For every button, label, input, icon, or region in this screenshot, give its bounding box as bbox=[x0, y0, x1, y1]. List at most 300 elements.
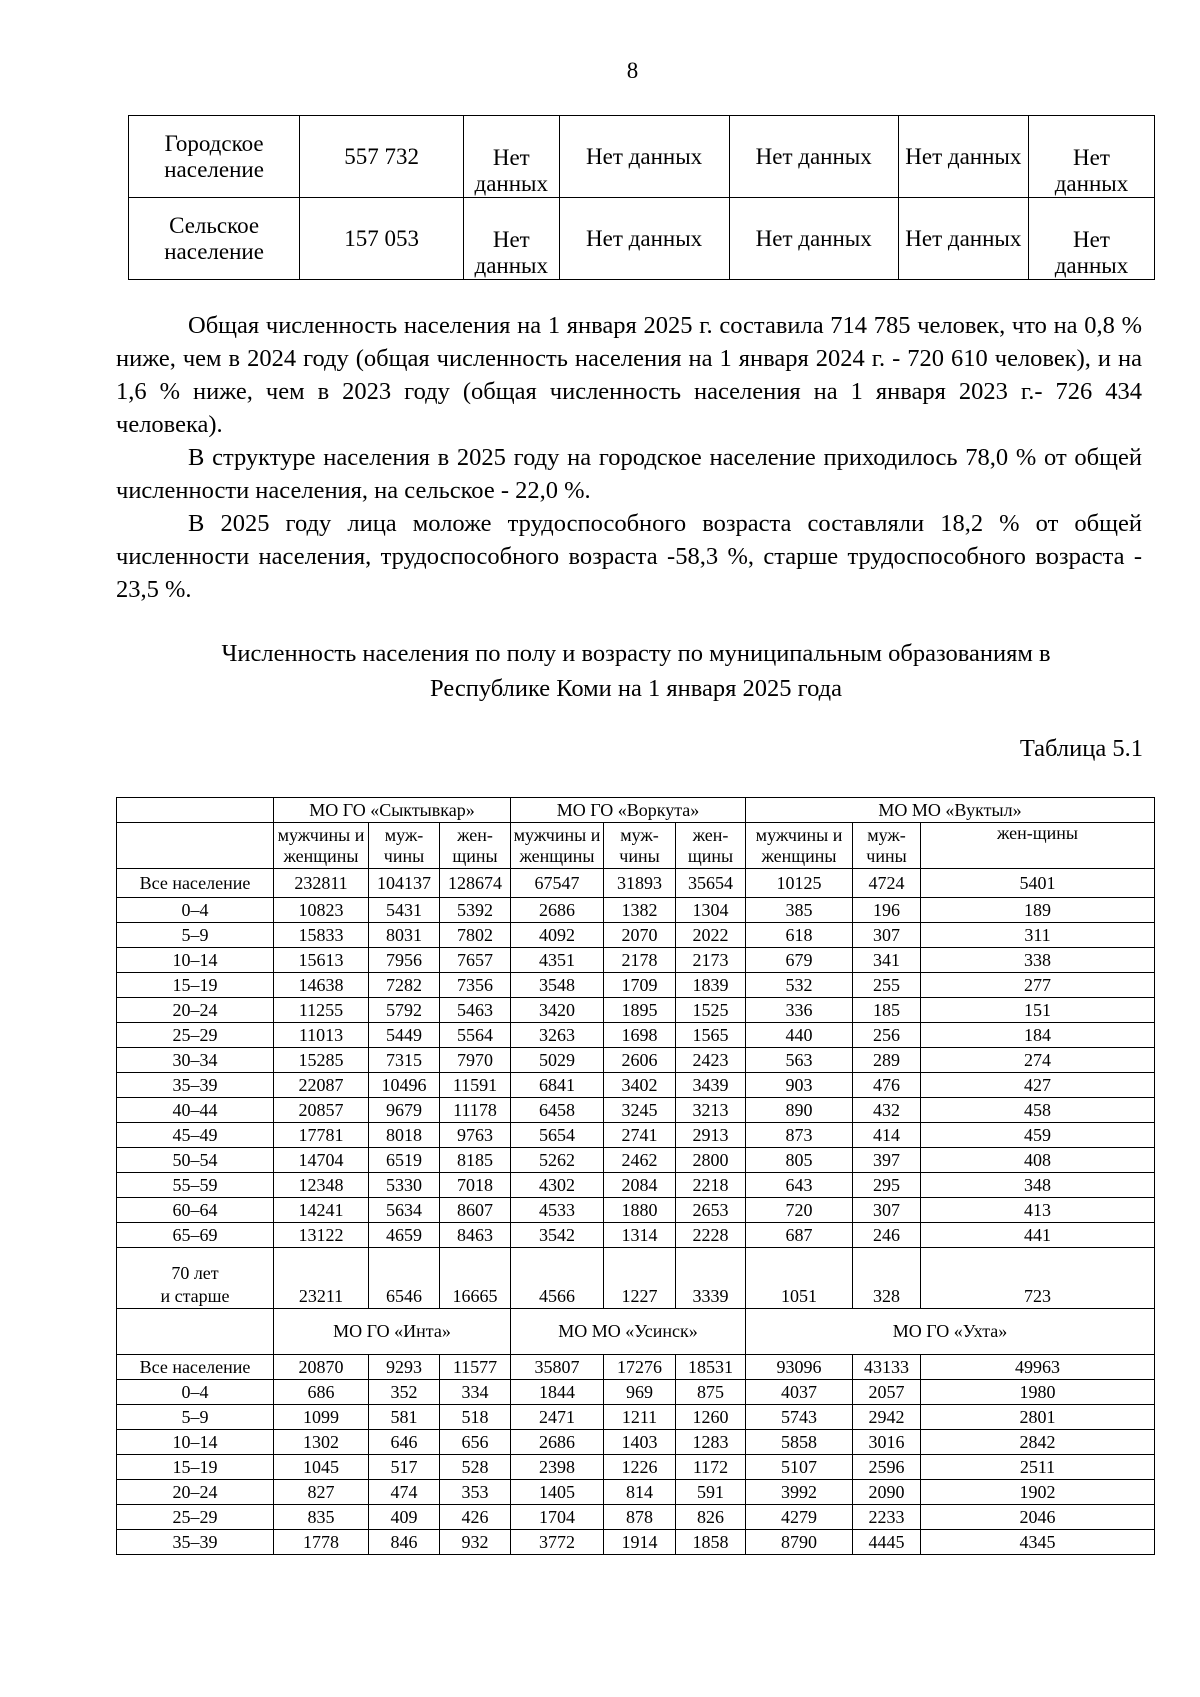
population-cell: 5463 bbox=[440, 998, 511, 1023]
population-cell: 518 bbox=[440, 1405, 511, 1430]
population-cell: 6546 bbox=[369, 1248, 440, 1309]
population-cell: 104137 bbox=[369, 869, 440, 898]
population-cell: 1565 bbox=[676, 1023, 746, 1048]
population-cell: 1382 bbox=[604, 898, 676, 923]
column-header-men: муж- чины bbox=[853, 823, 921, 869]
page-number: 8 bbox=[626, 58, 639, 83]
table-row bbox=[117, 923, 1155, 948]
population-cell: 8018 bbox=[369, 1123, 440, 1148]
population-cell: 13122 bbox=[274, 1223, 369, 1248]
population-cell: 805 bbox=[746, 1148, 853, 1173]
table-row bbox=[117, 998, 1155, 1023]
population-cell: 4037 bbox=[746, 1380, 853, 1405]
population-cell: 532 bbox=[746, 973, 853, 998]
population-cell: 408 bbox=[921, 1148, 1155, 1173]
column-header-both: мужчины и женщины bbox=[511, 823, 604, 869]
population-cell: 5107 bbox=[746, 1455, 853, 1480]
population-cell: 17276 bbox=[604, 1355, 676, 1380]
population-cell: 646 bbox=[369, 1430, 440, 1455]
population-cell: 2423 bbox=[676, 1048, 746, 1073]
population-cell: 3339 bbox=[676, 1248, 746, 1309]
population-cell: 3420 bbox=[511, 998, 604, 1023]
population-cell: 9679 bbox=[369, 1098, 440, 1123]
population-cell: 8031 bbox=[369, 923, 440, 948]
population-cell: 5262 bbox=[511, 1148, 604, 1173]
population-cell: 295 bbox=[853, 1173, 921, 1198]
population-cell: 6519 bbox=[369, 1148, 440, 1173]
population-cell: 2800 bbox=[676, 1148, 746, 1173]
population-cell: 35654 bbox=[676, 869, 746, 898]
population-cell: 11255 bbox=[274, 998, 369, 1023]
population-cell: 1778 bbox=[274, 1530, 369, 1555]
population-cell: 3263 bbox=[511, 1023, 604, 1048]
municipality-header: МО ГО «Инта» bbox=[274, 1309, 511, 1355]
population-cell: 31893 bbox=[604, 869, 676, 898]
population-cell: 409 bbox=[369, 1505, 440, 1530]
table-title: Численность населения по полу и возрасту по муниципальным образованиям в Республике Коми на 1 января 2025 года bbox=[221, 640, 1051, 702]
cell-no-data: Нет данных bbox=[1028, 198, 1154, 280]
population-cell: 1260 bbox=[676, 1405, 746, 1430]
population-cell: 432 bbox=[853, 1098, 921, 1123]
population-cell: 352 bbox=[369, 1380, 440, 1405]
population-cell: 334 bbox=[440, 1380, 511, 1405]
population-cell: 35807 bbox=[511, 1355, 604, 1380]
age-group-label: Все население bbox=[117, 1355, 274, 1380]
population-cell: 723 bbox=[921, 1248, 1155, 1309]
population-cell: 2228 bbox=[676, 1223, 746, 1248]
population-cell: 3439 bbox=[676, 1073, 746, 1098]
column-header-women: жен- щины bbox=[440, 823, 511, 869]
population-cell: 8607 bbox=[440, 1198, 511, 1223]
table-row bbox=[117, 1530, 1155, 1555]
population-cell: 67547 bbox=[511, 869, 604, 898]
population-cell: 1172 bbox=[676, 1455, 746, 1480]
age-group-label: 55–59 bbox=[117, 1173, 274, 1198]
population-cell: 307 bbox=[853, 923, 921, 948]
population-cell: 5029 bbox=[511, 1048, 604, 1073]
age-group-label: 20–24 bbox=[117, 1480, 274, 1505]
population-cell: 189 bbox=[921, 898, 1155, 923]
population-cell: 1880 bbox=[604, 1198, 676, 1223]
population-cell: 43133 bbox=[853, 1355, 921, 1380]
population-cell: 4302 bbox=[511, 1173, 604, 1198]
population-cell: 9293 bbox=[369, 1355, 440, 1380]
table-row bbox=[117, 898, 1155, 923]
population-cell: 618 bbox=[746, 923, 853, 948]
population-cell: 1914 bbox=[604, 1530, 676, 1555]
population-cell: 353 bbox=[440, 1480, 511, 1505]
population-cell: 656 bbox=[440, 1430, 511, 1455]
table-row bbox=[117, 1023, 1155, 1048]
population-cell: 246 bbox=[853, 1223, 921, 1248]
table-row bbox=[117, 1380, 1155, 1405]
population-cell: 2511 bbox=[921, 1455, 1155, 1480]
population-cell: 11013 bbox=[274, 1023, 369, 1048]
population-cell: 15833 bbox=[274, 923, 369, 948]
population-cell: 49963 bbox=[921, 1355, 1155, 1380]
municipality-header: МО ГО «Ухта» bbox=[746, 1309, 1155, 1355]
population-cell: 932 bbox=[440, 1530, 511, 1555]
population-cell: 563 bbox=[746, 1048, 853, 1073]
population-cell: 2084 bbox=[604, 1173, 676, 1198]
population-cell: 2686 bbox=[511, 898, 604, 923]
population-cell: 440 bbox=[746, 1023, 853, 1048]
population-cell: 1051 bbox=[746, 1248, 853, 1309]
group-header-row bbox=[117, 1309, 1155, 1355]
population-cell: 474 bbox=[369, 1480, 440, 1505]
table-row bbox=[117, 973, 1155, 998]
population-cell: 5564 bbox=[440, 1023, 511, 1048]
row-label: Городское население bbox=[129, 116, 300, 198]
population-cell: 5431 bbox=[369, 898, 440, 923]
cell-no-data: Нет данных bbox=[898, 116, 1028, 198]
population-cell: 2090 bbox=[853, 1480, 921, 1505]
population-cell: 5392 bbox=[440, 898, 511, 923]
table-row bbox=[117, 1505, 1155, 1530]
population-cell: 17781 bbox=[274, 1123, 369, 1148]
population-cell: 18531 bbox=[676, 1355, 746, 1380]
age-group-label: 30–34 bbox=[117, 1048, 274, 1073]
population-cell: 3992 bbox=[746, 1480, 853, 1505]
paragraph: В 2025 году лица моложе трудоспособного возраста составляли 18,2 % от общей численности населения, трудоспособного возраста -58,3 %, старше трудоспособного возраста - 23,5 %. bbox=[116, 510, 1142, 603]
age-group-label: 15–19 bbox=[117, 1455, 274, 1480]
age-group-label: 0–4 bbox=[117, 898, 274, 923]
population-cell: 11577 bbox=[440, 1355, 511, 1380]
population-cell: 3016 bbox=[853, 1430, 921, 1455]
population-cell: 7802 bbox=[440, 923, 511, 948]
municipality-header: МО МО «Вуктыл» bbox=[746, 798, 1155, 823]
table-row bbox=[117, 1223, 1155, 1248]
population-cell: 643 bbox=[746, 1173, 853, 1198]
population-cell: 3548 bbox=[511, 973, 604, 998]
population-cell: 878 bbox=[604, 1505, 676, 1530]
population-cell: 5743 bbox=[746, 1405, 853, 1430]
population-cell: 1099 bbox=[274, 1405, 369, 1430]
population-cell: 2233 bbox=[853, 1505, 921, 1530]
population-cell: 22087 bbox=[274, 1073, 369, 1098]
population-cell: 1045 bbox=[274, 1455, 369, 1480]
population-cell: 4566 bbox=[511, 1248, 604, 1309]
population-cell: 10823 bbox=[274, 898, 369, 923]
corner-cell bbox=[117, 823, 274, 869]
population-cell: 2471 bbox=[511, 1405, 604, 1430]
column-header-both: мужчины и женщины bbox=[746, 823, 853, 869]
table-row bbox=[117, 1480, 1155, 1505]
group-header-row bbox=[117, 798, 1155, 823]
column-header-women: жен- щины bbox=[676, 823, 746, 869]
population-cell: 289 bbox=[853, 1048, 921, 1073]
population-cell: 20857 bbox=[274, 1098, 369, 1123]
population-cell: 7356 bbox=[440, 973, 511, 998]
population-cell: 1283 bbox=[676, 1430, 746, 1455]
table-row bbox=[117, 1198, 1155, 1223]
population-cell: 2686 bbox=[511, 1430, 604, 1455]
column-header-both: мужчины и женщины bbox=[274, 823, 369, 869]
population-cell: 679 bbox=[746, 948, 853, 973]
population-cell: 1314 bbox=[604, 1223, 676, 1248]
population-cell: 15613 bbox=[274, 948, 369, 973]
age-group-label: 40–44 bbox=[117, 1098, 274, 1123]
population-cell: 1403 bbox=[604, 1430, 676, 1455]
population-cell: 14241 bbox=[274, 1198, 369, 1223]
age-group-label: 10–14 bbox=[117, 1430, 274, 1455]
population-cell: 2462 bbox=[604, 1148, 676, 1173]
population-cell: 2801 bbox=[921, 1405, 1155, 1430]
population-cell: 1980 bbox=[921, 1380, 1155, 1405]
population-cell: 4092 bbox=[511, 923, 604, 948]
population-cell: 2653 bbox=[676, 1198, 746, 1223]
population-cell: 1525 bbox=[676, 998, 746, 1023]
population-cell: 5858 bbox=[746, 1430, 853, 1455]
age-group-label: 60–64 bbox=[117, 1198, 274, 1223]
population-cell: 4533 bbox=[511, 1198, 604, 1223]
age-group-label: 65–69 bbox=[117, 1223, 274, 1248]
population-cell: 2913 bbox=[676, 1123, 746, 1148]
subheader-row bbox=[117, 823, 1155, 869]
population-cell: 7657 bbox=[440, 948, 511, 973]
population-cell: 458 bbox=[921, 1098, 1155, 1123]
population-cell: 2606 bbox=[604, 1048, 676, 1073]
population-cell: 7315 bbox=[369, 1048, 440, 1073]
table-row bbox=[117, 1430, 1155, 1455]
population-cell: 1895 bbox=[604, 998, 676, 1023]
population-cell: 348 bbox=[921, 1173, 1155, 1198]
population-cell: 459 bbox=[921, 1123, 1155, 1148]
table-row bbox=[117, 1073, 1155, 1098]
age-group-label: 25–29 bbox=[117, 1505, 274, 1530]
cell-value: 557 732 bbox=[300, 116, 464, 198]
row-label: Сельское население bbox=[129, 198, 300, 280]
age-group-label: 35–39 bbox=[117, 1530, 274, 1555]
population-cell: 93096 bbox=[746, 1355, 853, 1380]
population-cell: 336 bbox=[746, 998, 853, 1023]
table-row bbox=[117, 1173, 1155, 1198]
municipality-header: МО МО «Усинск» bbox=[511, 1309, 746, 1355]
body-text bbox=[116, 309, 1142, 606]
cell-no-data: Нет данных bbox=[463, 116, 559, 198]
population-cell: 1698 bbox=[604, 1023, 676, 1048]
age-group-label: Все население bbox=[117, 869, 274, 898]
column-header-men: муж- чины bbox=[369, 823, 440, 869]
cell-no-data: Нет данных bbox=[559, 198, 729, 280]
population-cell: 1304 bbox=[676, 898, 746, 923]
population-cell: 128674 bbox=[440, 869, 511, 898]
column-header-men: муж- чины bbox=[604, 823, 676, 869]
population-cell: 12348 bbox=[274, 1173, 369, 1198]
age-group-label: 20–24 bbox=[117, 998, 274, 1023]
population-cell: 3542 bbox=[511, 1223, 604, 1248]
population-cell: 1405 bbox=[511, 1480, 604, 1505]
population-cell: 2173 bbox=[676, 948, 746, 973]
age-group-label: 35–39 bbox=[117, 1073, 274, 1098]
population-cell: 826 bbox=[676, 1505, 746, 1530]
population-cell: 341 bbox=[853, 948, 921, 973]
municipality-header: МО ГО «Воркута» bbox=[511, 798, 746, 823]
summary-row-rural bbox=[129, 198, 1155, 280]
population-cell: 413 bbox=[921, 1198, 1155, 1223]
population-cell: 5449 bbox=[369, 1023, 440, 1048]
population-cell: 1839 bbox=[676, 973, 746, 998]
table-row bbox=[117, 1048, 1155, 1073]
summary-row-urban bbox=[129, 116, 1155, 198]
population-cell: 3772 bbox=[511, 1530, 604, 1555]
population-cell: 835 bbox=[274, 1505, 369, 1530]
cell-no-data: Нет данных bbox=[1028, 116, 1154, 198]
summary-table bbox=[128, 115, 1155, 280]
population-cell: 581 bbox=[369, 1405, 440, 1430]
column-header-women: жен-щины bbox=[921, 823, 1155, 869]
population-cell: 23211 bbox=[274, 1248, 369, 1309]
population-cell: 20870 bbox=[274, 1355, 369, 1380]
population-cell: 687 bbox=[746, 1223, 853, 1248]
population-cell: 2178 bbox=[604, 948, 676, 973]
age-group-label: 0–4 bbox=[117, 1380, 274, 1405]
population-cell: 686 bbox=[274, 1380, 369, 1405]
population-cell: 2596 bbox=[853, 1455, 921, 1480]
age-group-label: 70 лет и старше bbox=[117, 1248, 274, 1309]
population-cell: 3402 bbox=[604, 1073, 676, 1098]
population-cell: 4351 bbox=[511, 948, 604, 973]
population-cell: 9763 bbox=[440, 1123, 511, 1148]
population-cell: 720 bbox=[746, 1198, 853, 1223]
population-table bbox=[116, 797, 1155, 1555]
cell-value: 157 053 bbox=[300, 198, 464, 280]
age-group-label: 50–54 bbox=[117, 1148, 274, 1173]
population-cell: 5654 bbox=[511, 1123, 604, 1148]
population-cell: 1211 bbox=[604, 1405, 676, 1430]
population-cell: 873 bbox=[746, 1123, 853, 1148]
population-cell: 2046 bbox=[921, 1505, 1155, 1530]
population-cell: 14704 bbox=[274, 1148, 369, 1173]
population-cell: 517 bbox=[369, 1455, 440, 1480]
population-cell: 11591 bbox=[440, 1073, 511, 1098]
age-group-label: 45–49 bbox=[117, 1123, 274, 1148]
population-cell: 4724 bbox=[853, 869, 921, 898]
population-cell: 1302 bbox=[274, 1430, 369, 1455]
municipality-header: МО ГО «Сыктывкар» bbox=[274, 798, 511, 823]
corner-cell bbox=[117, 798, 274, 823]
population-cell: 903 bbox=[746, 1073, 853, 1098]
age-group-label: 10–14 bbox=[117, 948, 274, 973]
population-cell: 5792 bbox=[369, 998, 440, 1023]
population-cell: 875 bbox=[676, 1380, 746, 1405]
population-cell: 10125 bbox=[746, 869, 853, 898]
population-cell: 7970 bbox=[440, 1048, 511, 1073]
cell-no-data: Нет данных bbox=[559, 116, 729, 198]
cell-no-data: Нет данных bbox=[463, 198, 559, 280]
population-cell: 5634 bbox=[369, 1198, 440, 1223]
cell-no-data: Нет данных bbox=[729, 116, 898, 198]
population-cell: 426 bbox=[440, 1505, 511, 1530]
population-cell: 6841 bbox=[511, 1073, 604, 1098]
paragraph: Общая численность населения на 1 января 2025 г. составила 714 785 человек, что на 0,8 % ниже, чем в 2024 году (общая численность населения на 1 января 2024 г. - 720 610 человек), и на 1,6 % ниже, чем в 2023 году (общая численность населения на 1 января 2023 г.- 726 434 человека). bbox=[116, 312, 1142, 438]
population-cell: 2398 bbox=[511, 1455, 604, 1480]
age-group-label: 5–9 bbox=[117, 923, 274, 948]
population-cell: 151 bbox=[921, 998, 1155, 1023]
population-cell: 184 bbox=[921, 1023, 1155, 1048]
population-cell: 528 bbox=[440, 1455, 511, 1480]
population-cell: 196 bbox=[853, 898, 921, 923]
population-cell: 328 bbox=[853, 1248, 921, 1309]
population-cell: 11178 bbox=[440, 1098, 511, 1123]
population-cell: 3245 bbox=[604, 1098, 676, 1123]
population-cell: 4445 bbox=[853, 1530, 921, 1555]
cell-no-data: Нет данных bbox=[729, 198, 898, 280]
population-cell: 185 bbox=[853, 998, 921, 1023]
population-cell: 4279 bbox=[746, 1505, 853, 1530]
population-cell: 8185 bbox=[440, 1148, 511, 1173]
paragraph: В структуре населения в 2025 году на городское население приходилось 78,0 % от общей численности населения, на сельское - 22,0 %. bbox=[116, 444, 1142, 504]
population-cell: 1858 bbox=[676, 1530, 746, 1555]
table-row bbox=[117, 1123, 1155, 1148]
table-row bbox=[117, 1148, 1155, 1173]
population-cell: 10496 bbox=[369, 1073, 440, 1098]
table-row-70-plus bbox=[117, 1248, 1155, 1309]
population-cell: 256 bbox=[853, 1023, 921, 1048]
population-cell: 969 bbox=[604, 1380, 676, 1405]
population-cell: 15285 bbox=[274, 1048, 369, 1073]
population-cell: 16665 bbox=[440, 1248, 511, 1309]
population-cell: 6458 bbox=[511, 1098, 604, 1123]
population-cell: 8463 bbox=[440, 1223, 511, 1248]
population-cell: 2070 bbox=[604, 923, 676, 948]
population-cell: 2741 bbox=[604, 1123, 676, 1148]
age-group-label: 15–19 bbox=[117, 973, 274, 998]
population-cell: 255 bbox=[853, 973, 921, 998]
age-group-label: 25–29 bbox=[117, 1023, 274, 1048]
population-cell: 1226 bbox=[604, 1455, 676, 1480]
table-row bbox=[117, 1455, 1155, 1480]
population-cell: 311 bbox=[921, 923, 1155, 948]
population-cell: 441 bbox=[921, 1223, 1155, 1248]
population-cell: 4659 bbox=[369, 1223, 440, 1248]
population-cell: 1844 bbox=[511, 1380, 604, 1405]
population-cell: 427 bbox=[921, 1073, 1155, 1098]
population-cell: 274 bbox=[921, 1048, 1155, 1073]
table-row bbox=[117, 1405, 1155, 1430]
population-cell: 1902 bbox=[921, 1480, 1155, 1505]
population-cell: 2942 bbox=[853, 1405, 921, 1430]
population-cell: 7956 bbox=[369, 948, 440, 973]
population-cell: 814 bbox=[604, 1480, 676, 1505]
population-cell: 591 bbox=[676, 1480, 746, 1505]
population-cell: 397 bbox=[853, 1148, 921, 1173]
population-cell: 4345 bbox=[921, 1530, 1155, 1555]
population-cell: 14638 bbox=[274, 973, 369, 998]
population-cell: 8790 bbox=[746, 1530, 853, 1555]
population-cell: 2842 bbox=[921, 1430, 1155, 1455]
table-row bbox=[117, 869, 1155, 898]
age-group-label: 5–9 bbox=[117, 1405, 274, 1430]
population-cell: 2057 bbox=[853, 1380, 921, 1405]
corner-cell bbox=[117, 1309, 274, 1355]
table-row bbox=[117, 1355, 1155, 1380]
table-row bbox=[117, 1098, 1155, 1123]
population-cell: 827 bbox=[274, 1480, 369, 1505]
population-cell: 277 bbox=[921, 973, 1155, 998]
population-cell: 232811 bbox=[274, 869, 369, 898]
population-cell: 1709 bbox=[604, 973, 676, 998]
population-cell: 476 bbox=[853, 1073, 921, 1098]
population-cell: 7018 bbox=[440, 1173, 511, 1198]
population-cell: 5330 bbox=[369, 1173, 440, 1198]
table-row bbox=[117, 948, 1155, 973]
population-cell: 414 bbox=[853, 1123, 921, 1148]
population-cell: 338 bbox=[921, 948, 1155, 973]
population-cell: 5401 bbox=[921, 869, 1155, 898]
population-cell: 1227 bbox=[604, 1248, 676, 1309]
population-cell: 7282 bbox=[369, 973, 440, 998]
